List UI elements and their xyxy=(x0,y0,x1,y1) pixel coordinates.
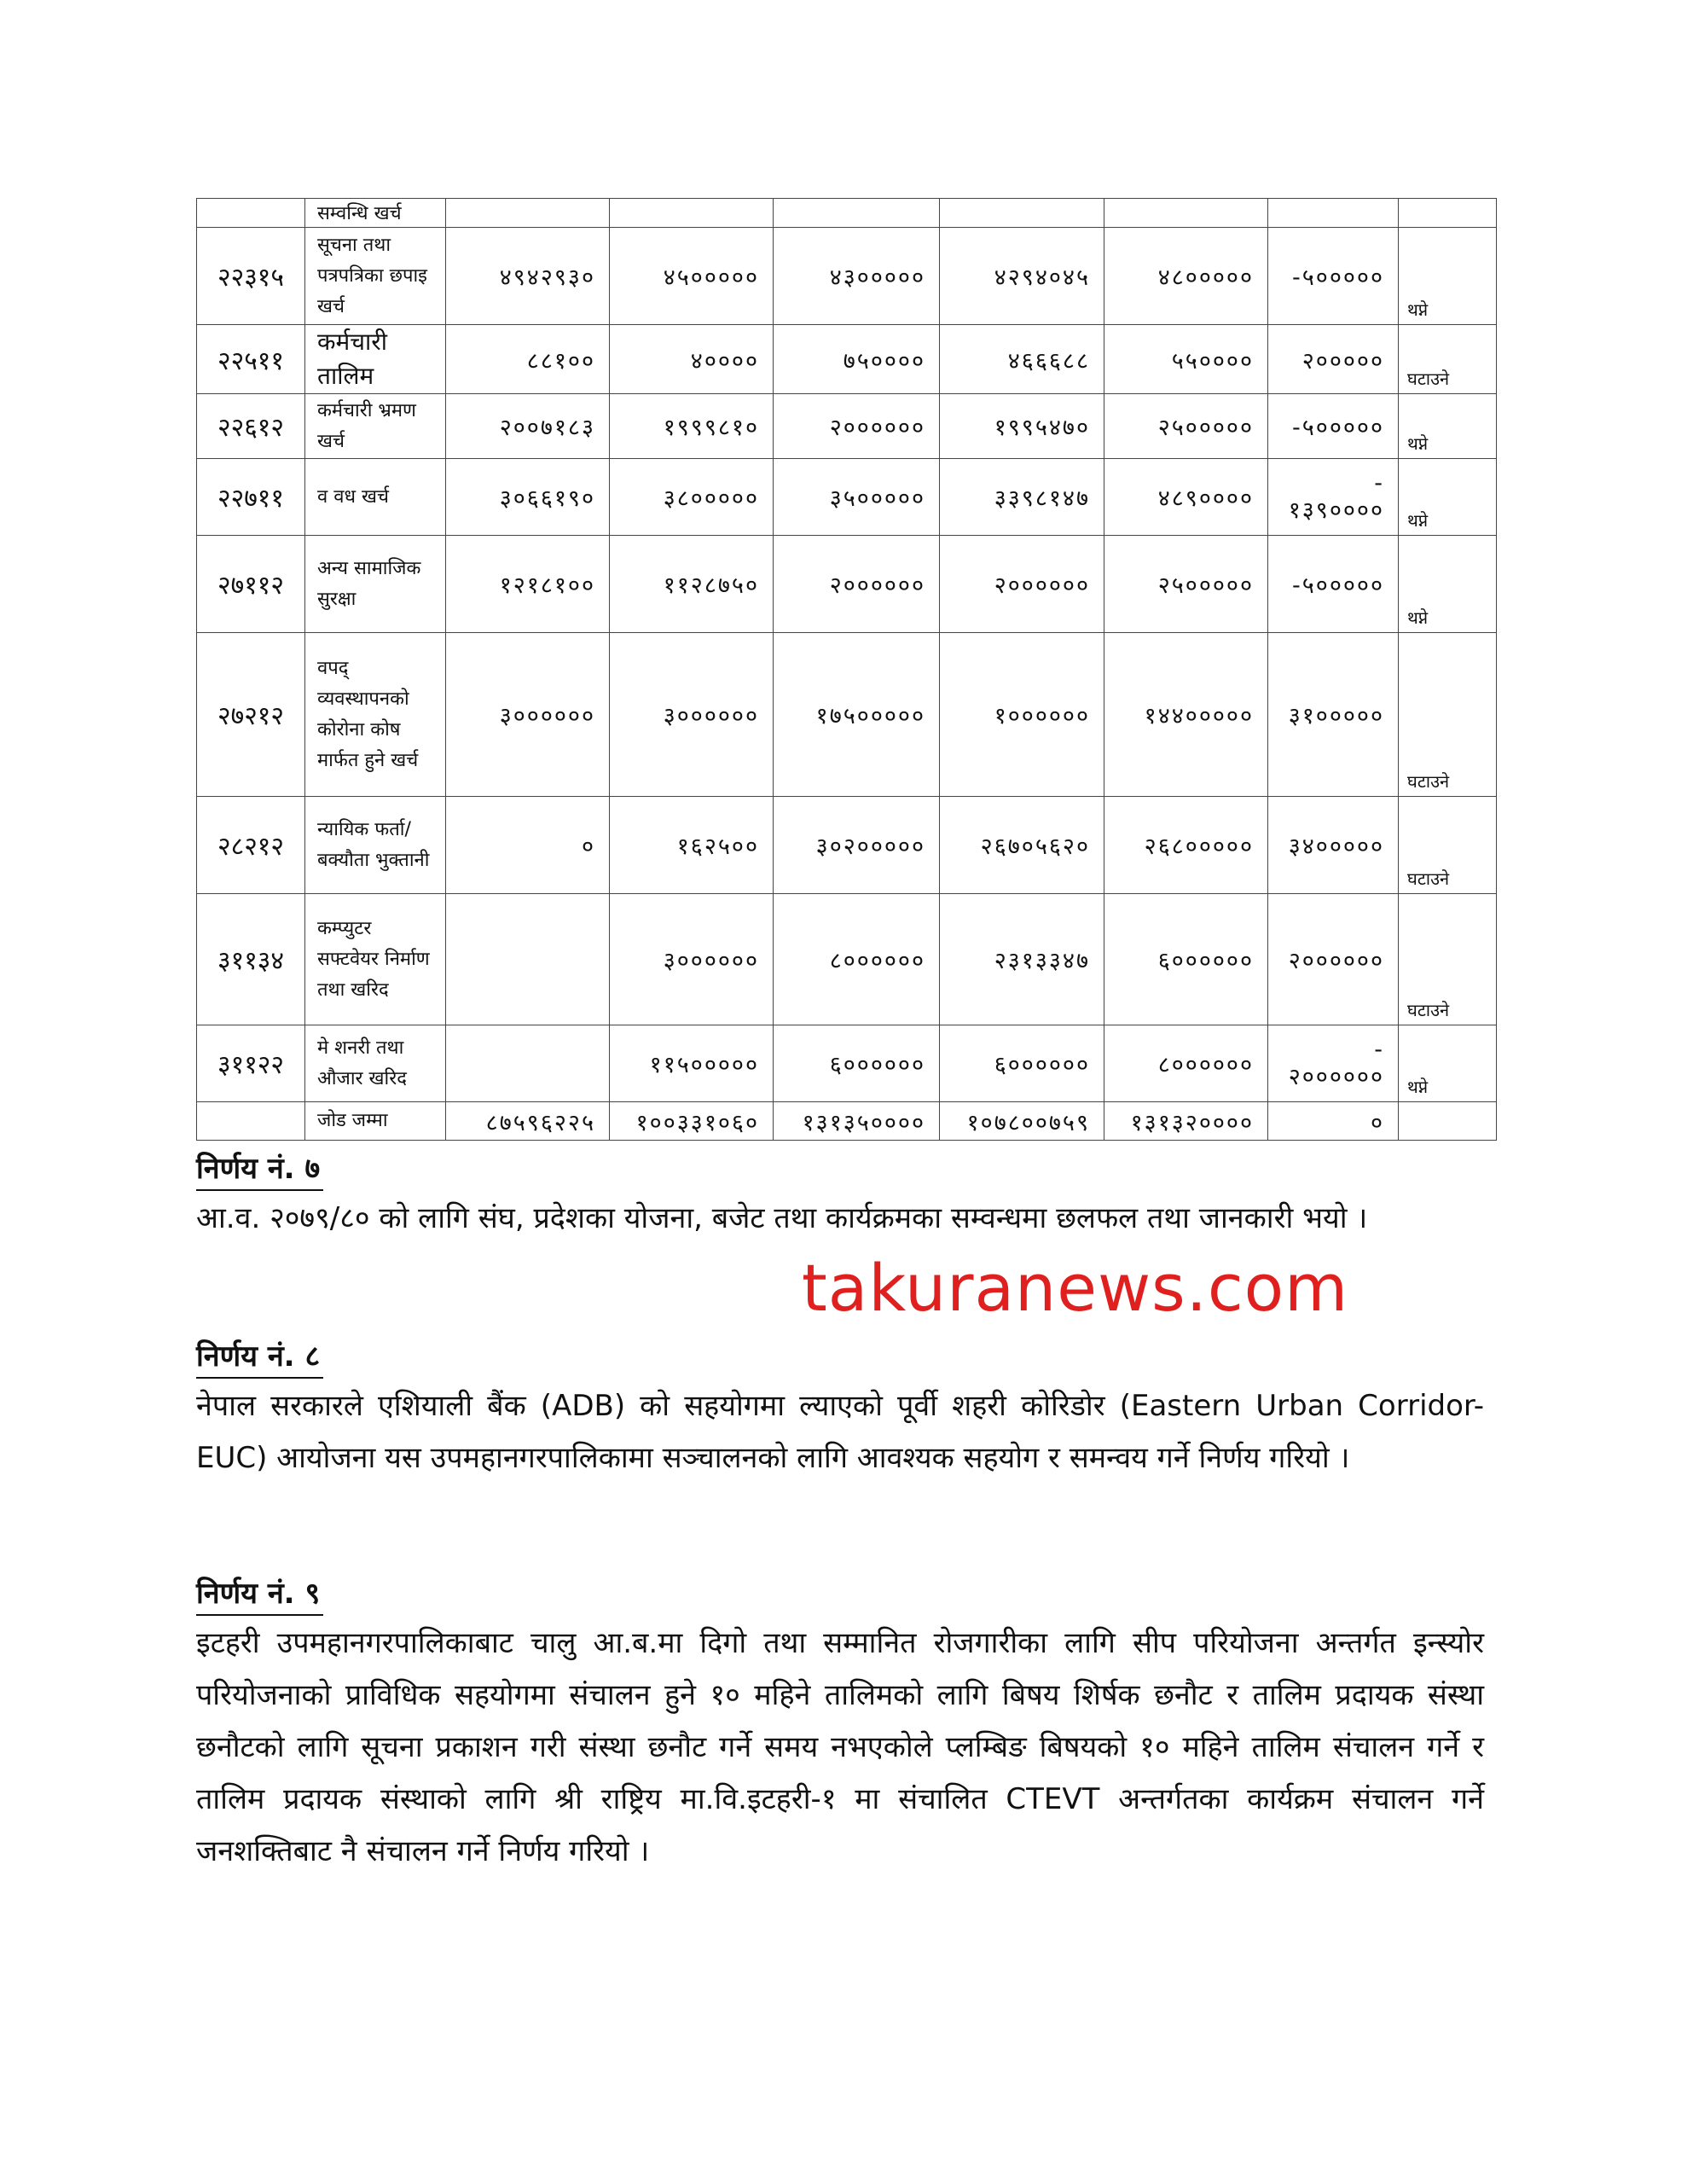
amount-cell: ४८००००० xyxy=(1104,228,1268,325)
amount-cell: ३४००००० xyxy=(1268,797,1399,894)
expense-heading: कर्मचारी तालिम xyxy=(305,325,446,394)
table-row xyxy=(197,199,1497,228)
decision-9-text: इटहरी उपमहानगरपालिकाबाट चालु आ.ब.मा दिगो तथा सम्मानित रोजगारीका लागि सीप परियोजना अन्तर्गत इन्स्योर परियोजनाको प्राविधिक सहयोगमा संचालन हुने १० महिने तालिमको लागि बिषय शिर्षक छनौट र तालिम प्रदायक संस्था छनौटको लागि सूचना प्रकाशन गरी संस्था छनौट गर्ने समय नभएकोले प्लम्बिङ बिषयको १० महिने तालिम संचालन गर्ने र तालिम प्रदायक संस्थाको लागि श्री राष्ट्रिय मा.वि.इटहरी-१ मा संचालित CTEVT अन्तर्गतका कार्यक्रम संचालन गर्ने जनशक्तिबाट नै संचालन गर्ने निर्णय गरियो । xyxy=(196,1626,1484,1868)
budget-code: २२६१२ xyxy=(197,394,305,459)
amount-cell xyxy=(610,199,774,228)
table-row xyxy=(197,228,1497,325)
amount-cell: १६२५०० xyxy=(610,797,774,894)
decision-8-text: नेपाल सरकारले एशियाली बैंक (ADB) को सहयोगमा ल्याएको पूर्वी शहरी कोरिडोर (Eastern Urban Corridor-EUC) आयोजना यस उपमहानगरपालिकामा सञ्चालनको लागि आवश्यक सहयोग र समन्वय गर्ने निर्णय गरियो । xyxy=(196,1389,1484,1475)
amount-cell: ४६६६८८ xyxy=(940,325,1104,394)
expense-heading: अन्य सामाजिक सुरक्षा xyxy=(305,536,446,633)
amount-cell: ४५००००० xyxy=(610,228,774,325)
amount-cell: ६०००००० xyxy=(774,1025,940,1102)
amount-cell xyxy=(446,1025,610,1102)
total-cell: १००३३१०६० xyxy=(610,1102,774,1141)
amount-cell: २५००००० xyxy=(1104,536,1268,633)
amount-cell: १०००००० xyxy=(940,633,1104,797)
table-row xyxy=(197,394,1497,459)
expense-heading: मे शनरी तथा औजार खरिद xyxy=(305,1025,446,1102)
amount-cell: १७५००००० xyxy=(774,633,940,797)
budget-code: २२७११ xyxy=(197,459,305,536)
remark-cell: घटाउने xyxy=(1399,633,1497,797)
amount-cell: -५००००० xyxy=(1268,394,1399,459)
amount-cell: २६८००००० xyxy=(1104,797,1268,894)
amount-cell: -५००००० xyxy=(1268,536,1399,633)
amount-cell: २००००० xyxy=(1268,325,1399,394)
decision-7-text: आ.व. २०७९/८० को लागि संघ, प्रदेशका योजना, बजेट तथा कार्यक्रमका सम्वन्धमा छलफल तथा जानकारी भयो । xyxy=(196,1201,1368,1235)
watermark-text: takuranews.com xyxy=(802,1250,1349,1326)
amount-cell xyxy=(1104,199,1268,228)
amount-cell: २६७०५६२० xyxy=(940,797,1104,894)
remark-cell: थप्ने xyxy=(1399,459,1497,536)
amount-cell: ६०००००० xyxy=(1104,894,1268,1025)
amount-cell: ३१००००० xyxy=(1268,633,1399,797)
amount-cell: ११५००००० xyxy=(610,1025,774,1102)
amount-cell xyxy=(774,199,940,228)
budget-code xyxy=(197,199,305,228)
budget-code: २८२१२ xyxy=(197,797,305,894)
decision-7-heading: निर्णय नं. ७ xyxy=(196,1150,323,1191)
expense-heading: सूचना तथा पत्रपत्रिका छपाइ खर्च xyxy=(305,228,446,325)
amount-cell: ५५०००० xyxy=(1104,325,1268,394)
expense-heading: न्यायिक फर्ता/बक्यौता भुक्तानी xyxy=(305,797,446,894)
remark-cell: घटाउने xyxy=(1399,325,1497,394)
budget-code: ३११३४ xyxy=(197,894,305,1025)
amount-cell: ३८००००० xyxy=(610,459,774,536)
expense-heading: व वध खर्च xyxy=(305,459,446,536)
amount-cell: ३०००००० xyxy=(446,633,610,797)
total-cell: १३१३२०००० xyxy=(1104,1102,1268,1141)
amount-cell xyxy=(446,894,610,1025)
budget-code: २२३१५ xyxy=(197,228,305,325)
budget-code: २७२१२ xyxy=(197,633,305,797)
table-row xyxy=(197,536,1497,633)
amount-cell: २०००००० xyxy=(1268,894,1399,1025)
amount-cell: ३३९८१४७ xyxy=(940,459,1104,536)
negative-sign: - xyxy=(1374,1036,1384,1063)
table-row xyxy=(197,325,1497,394)
total-label: जोड जम्मा xyxy=(305,1102,446,1141)
expense-heading: सम्वन्धि खर्च xyxy=(305,199,446,228)
table-row xyxy=(197,797,1497,894)
amount-cell: ४८९०००० xyxy=(1104,459,1268,536)
remark-cell: थप्ने xyxy=(1399,1025,1497,1102)
remark-cell xyxy=(1399,1102,1497,1141)
amount-cell: ३५००००० xyxy=(774,459,940,536)
table-row xyxy=(197,633,1497,797)
amount-cell xyxy=(446,199,610,228)
expense-heading: कर्मचारी भ्रमण खर्च xyxy=(305,394,446,459)
negative-sign: - xyxy=(1374,469,1384,497)
amount-cell: ४९४२९३० xyxy=(446,228,610,325)
amount-cell: १९९५४७० xyxy=(940,394,1104,459)
amount-cell: -५००००० xyxy=(1268,228,1399,325)
remark-cell: थप्ने xyxy=(1399,394,1497,459)
amount-cell: १४४००००० xyxy=(1104,633,1268,797)
amount-cell: ११२८७५० xyxy=(610,536,774,633)
budget-code xyxy=(197,1102,305,1141)
remark-cell xyxy=(1399,199,1497,228)
amount-cell: १९९९८१० xyxy=(610,394,774,459)
amount-cell: ३०२००००० xyxy=(774,797,940,894)
amount-cell xyxy=(1268,1025,1399,1102)
amount-cell: ४२९४०४५ xyxy=(940,228,1104,325)
amount-cell: ४०००० xyxy=(610,325,774,394)
table-row xyxy=(197,894,1497,1025)
budget-table xyxy=(196,198,1497,1141)
amount-value: १३९०००० xyxy=(1288,497,1384,524)
decision-9-heading: निर्णय नं. ९ xyxy=(196,1575,323,1616)
amount-cell: २५००००० xyxy=(1104,394,1268,459)
amount-cell: ० xyxy=(446,797,610,894)
amount-cell: २०००००० xyxy=(774,536,940,633)
amount-cell: ३०००००० xyxy=(610,633,774,797)
amount-value: २०००००० xyxy=(1288,1063,1384,1090)
remark-cell: थप्ने xyxy=(1399,536,1497,633)
amount-cell: ८८१०० xyxy=(446,325,610,394)
amount-cell: १२१८१०० xyxy=(446,536,610,633)
amount-cell: २००७१८३ xyxy=(446,394,610,459)
amount-cell xyxy=(940,199,1104,228)
amount-cell: ७५०००० xyxy=(774,325,940,394)
amount-cell: २०००००० xyxy=(774,394,940,459)
table-row xyxy=(197,1025,1497,1102)
total-cell: ८७५९६२२५ xyxy=(446,1102,610,1141)
remark-cell: थप्ने xyxy=(1399,228,1497,325)
total-cell: ० xyxy=(1268,1102,1399,1141)
amount-cell xyxy=(1268,199,1399,228)
budget-code: २२५११ xyxy=(197,325,305,394)
expense-heading: वपद् व्यवस्थापनको कोरोना कोष मार्फत हुने खर्च xyxy=(305,633,446,797)
amount-cell: ४३००००० xyxy=(774,228,940,325)
total-cell: १३१३५०००० xyxy=(774,1102,940,1141)
amount-cell: ३०००००० xyxy=(610,894,774,1025)
total-cell: १०७८००७५९ xyxy=(940,1102,1104,1141)
amount-cell xyxy=(1268,459,1399,536)
remark-cell: घटाउने xyxy=(1399,894,1497,1025)
budget-code: २७११२ xyxy=(197,536,305,633)
decision-8-heading: निर्णय नं. ८ xyxy=(196,1338,323,1379)
table-total-row xyxy=(197,1102,1497,1141)
amount-cell: ८०००००० xyxy=(1104,1025,1268,1102)
remark-cell: घटाउने xyxy=(1399,797,1497,894)
budget-code: ३११२२ xyxy=(197,1025,305,1102)
amount-cell: ३०६६१९० xyxy=(446,459,610,536)
table-row xyxy=(197,459,1497,536)
expense-heading: कम्प्युटर सफ्टवेयर निर्माण तथा खरिद xyxy=(305,894,446,1025)
amount-cell: ८०००००० xyxy=(774,894,940,1025)
amount-cell: २०००००० xyxy=(940,536,1104,633)
amount-cell: २३१३३४७ xyxy=(940,894,1104,1025)
amount-cell: ६०००००० xyxy=(940,1025,1104,1102)
